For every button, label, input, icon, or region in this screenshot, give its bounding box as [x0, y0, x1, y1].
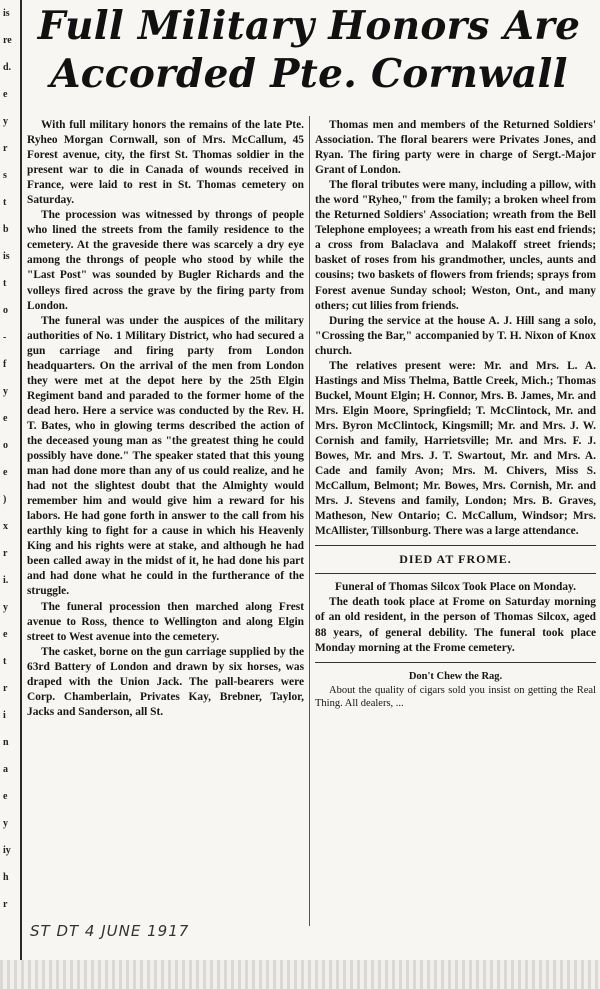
gutter-fragment: e [3, 413, 8, 424]
gutter-fragment: e [3, 791, 8, 802]
handwritten-date: ST DT 4 JUNE 1917 [30, 922, 190, 940]
column-divider [309, 116, 310, 926]
gutter-fragment: - [3, 332, 7, 343]
adjacent-column-fragment [0, 0, 22, 960]
gutter-fragment: d. [3, 62, 12, 73]
gutter-fragment: t [3, 197, 7, 208]
section-rule [315, 545, 596, 546]
gutter-fragment: t [3, 656, 7, 667]
gutter-fragment: y [3, 116, 8, 127]
gutter-fragment: r [3, 899, 8, 910]
gutter-fragment: y [3, 386, 8, 397]
gutter-fragment: y [3, 602, 8, 613]
gutter-fragment: o [3, 440, 8, 451]
died-at-frome-body: The death took place at Frome on Saturday morning of an old resident, in the person of Thomas Silcox, aged 88 years, of general debility. The funeral took place Monday morning at the Frome cemetery. [315, 596, 596, 654]
gutter-fragment: re [3, 35, 12, 46]
section-rule [315, 573, 596, 574]
gutter-fragment: r [3, 683, 8, 694]
advert-heading: Don't Chew the Rag. [408, 670, 503, 682]
paragraph: The floral tributes were many, including a pillow, with the word "Ryheo," from the family; a broken wheel from the Returned Soldiers' Association; wreath from the Bell Telephone employees; a wreath from his east end friends; a cross from Balaclava and Malakoff street friends; basket of roses from his grandmother, uncles, aunts and cousins; two baskets of flowers from friends; sprays from Forest avenue Sunday school; Weston, Ont., and many others; cut lilies from friends. [315, 179, 596, 312]
gutter-fragment: t [3, 278, 7, 289]
paragraph: Thomas men and members of the Returned Soldiers' Association. The floral bearers were Privates Jones, and Ryan. The firing party were in charge of Sergt.-Major Grant of London. [315, 119, 596, 177]
headline-line-1: Full Military Honors Are [37, 3, 581, 49]
headline [22, 2, 596, 98]
paragraph: The funeral was under the auspices of the military authorities of No. 1 Military District, who had secured a gun carriage and firing party from London headquarters. On the arrival of the men from London they were met at the depot here by the 25th Elgin Regiment band and paraded to the former home of the dead hero. Here a service was conducted by the Rev. H. T. Bates, who in glowing terms described the action of the deceased young man as "the greatest thing he could possibly have done." The speaker stated that this young man had done more than any of us could realize, and he had not the slightest doubt that the Almighty would remember him and would give him a reward for his labors. He had gone forth in answer to the call from his earthly king to fight for a cause in which his Heavenly King and his rights were at stake, and although he had been called away in the midst of it, he had done his part and had done what he could in the furtherance of the struggle. [27, 314, 304, 598]
gutter-fragment: n [3, 737, 9, 748]
article-column-1 [27, 118, 304, 720]
gutter-fragment: e [3, 89, 8, 100]
paragraph: The casket, borne on the gun carriage supplied by the 63rd Battery of London and drawn by six horses, was draped with the Union Jack. The pall-bearers were Corp. Chamberlain, Privates Kay, Brebner, Taylor, Jacks and Sanderson, all St. [27, 645, 304, 718]
gutter-fragment: b [3, 224, 9, 235]
gutter-fragment: o [3, 305, 8, 316]
gutter-fragment: is [3, 251, 10, 262]
gutter-fragment: x [3, 521, 8, 532]
article-column-2 [315, 118, 596, 710]
paragraph: The relatives present were: Mr. and Mrs. L. A. Hastings and Miss Thelma, Battle Creek, Mich.; Thomas Buckel, Mount Elgin; H. Connor, Mrs. B. James, Mr. and Mrs. Elgin Moore, Springfield; T. McClintock, Mr. and Mrs. Byron McClintock, Kingsmill; Mr. and Mrs. J. W. Cornish and family, Harrietsville; Mr. and Mrs. F. J. Bowes, Mr. and Mrs. J. T. Swartout, Mr. and Mrs. A. Cade and family Avon; Mrs. M. Chivers, Miss S. McCallum, Belmont; Mr. Bowes, Mrs. Cornish, Mr. and Mrs. J. Stevens and family, London; Mrs. B. Graves, Matheson, New Ontario; C. McCallum, Windsor; Mrs. McAllister, Tillsonburg. There was a large attendance. [315, 359, 596, 538]
gutter-fragment: s [3, 170, 7, 181]
gutter-fragment: r [3, 143, 8, 154]
died-at-frome-subheading: Funeral of Thomas Silcox Took Place on Monday. [335, 581, 576, 594]
gutter-fragment: f [3, 359, 7, 370]
torn-edge [0, 960, 600, 989]
paragraph: With full military honors the remains of the late Pte. Ryheo Morgan Cornwall, son of Mrs. McCallum, 45 Forest avenue, city, the first St. Thomas soldier in the present war to die in Canada of wounds received in France, were laid to rest in St. Thomas cemetery on Saturday. [27, 119, 304, 207]
section-rule [315, 662, 596, 663]
gutter-fragment: a [3, 764, 8, 775]
gutter-fragment: h [3, 872, 9, 883]
advert-body: About the quality of cigars sold you insist on getting the Real Thing. All dealers, ... [315, 684, 596, 709]
paragraph: The funeral procession then marched along Frest avenue to Ross, thence to Wellington and along Elgin street to West avenue into the cemetery. [27, 600, 304, 643]
paragraph: During the service at the house A. J. Hill sang a solo, "Crossing the Bar," accompanied by T. H. Nixon of Knox church. [315, 314, 596, 357]
paragraph: The procession was witnessed by throngs of people who lined the streets from the family residence to the cemetery. At the graveside there was scarcely a dry eye among the throngs of people who stood by while the "Last Post" was sounded by Bugler Richards and the volleys fired across the grave by the firing party from London. [27, 209, 304, 312]
gutter-fragment: iy [3, 845, 11, 856]
gutter-fragment: is [3, 8, 10, 19]
died-at-frome-heading: DIED AT FROME. [399, 552, 512, 567]
gutter-fragment: i. [3, 575, 9, 586]
gutter-fragment: r [3, 548, 8, 559]
headline-line-2: Accorded Pte. Cornwall [50, 51, 568, 97]
gutter-fragment: ) [3, 494, 7, 505]
gutter-fragment: i [3, 710, 6, 721]
gutter-fragment: y [3, 818, 8, 829]
gutter-fragment: e [3, 467, 8, 478]
gutter-fragment: e [3, 629, 8, 640]
